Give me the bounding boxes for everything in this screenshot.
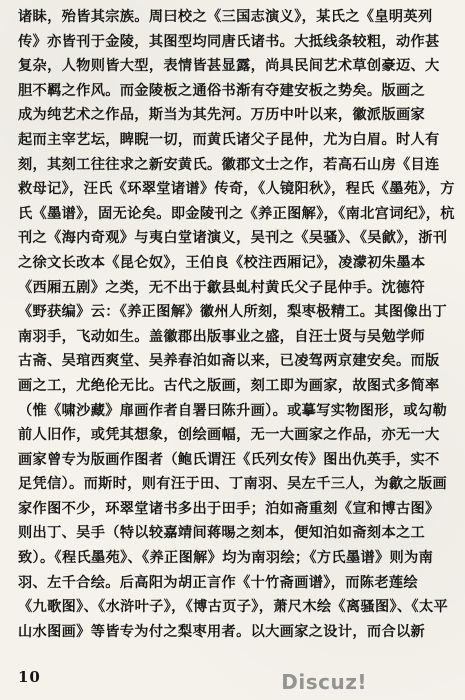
- text-line: 致）。《程氏墨苑》、《养正图解》均为南羽绘；《方氏墨谱》则为南: [18, 550, 434, 567]
- text-line: 古斋、吴琯西爽堂、吴养春泊如斋以来，已凌驾两京建安矣。而版: [18, 353, 440, 370]
- text-line: 足凭信）。而斯时，则有汪于田、丁南羽、吴左千三人，为歙之版画: [18, 476, 448, 493]
- text-line: 南羽手，飞动如生。盖徽郡出版事业之盛，自汪士贤与吴勉学师: [18, 328, 426, 345]
- text-line: 《野获编》云：《养正图解》徽州人所刻，梨枣极精工。其图像出丁: [18, 304, 448, 321]
- text-line: 刊之《海内奇观》与夷白堂诸演义，吴刊之《吴骚》、《吴歈》，浙刊: [18, 230, 448, 247]
- text-line: 氏《墨谱》，固无论矣。即金陵刊之《养正图解》，《南北宫词纪》，杭: [18, 205, 455, 222]
- text-line: 传》亦皆刊于金陵，其图型均同唐氏诸书。大抵线条较粗，动作甚: [18, 33, 440, 50]
- body-text: [18, 5, 456, 645]
- text-line: 《九歌图》、《水浒叶子》，《博古页子》，萧尺木绘《离骚图》、《太平: [18, 599, 449, 616]
- text-line: 前人旧作，或凭其想象，创绘画幅，无一大画家之作品，亦无一大: [18, 427, 440, 444]
- text-line: 胆不羁之作风。而金陵板之通俗书渐有夺建安板之势矣。版画之: [18, 82, 426, 99]
- text-line: 起而主宰艺坛，睥睨一切，而黄氏诸父子昆仲，尤为白眉。时人有: [18, 131, 440, 148]
- text-line: 刻，其刻工往往求之新安黄氏。徽郡文士之作，若高石山房《目连: [18, 156, 440, 173]
- text-line: 之徐文长改本《昆仑奴》，王伯良《校注西厢记》，凌濛初朱墨本: [18, 254, 426, 271]
- text-line: 复杂，人物则皆大型，表情皆甚显露，尚具民间艺术草创豪迈、大: [18, 58, 440, 75]
- text-line: 画家曾专为版画作图者（鲍氏谓汪《氏列女传》图出仇英手，实不: [18, 451, 440, 468]
- text-line: 家作图不少，环翠堂诸书多出于田手；泊如斋重刻《宣和博古图》: [18, 500, 440, 517]
- text-line: 羽、左千合绘。后高阳为胡正言作《十竹斋画谱》，而陈老莲绘: [18, 574, 418, 591]
- text-line: 救母记》，汪氏《环翠堂诸谱》传奇，《人镜阳秋》，程氏《墨苑》，方: [18, 181, 455, 198]
- text-line: 画之工，尤绝伦无比。古代之版画，刻工即为画家，故图式多简率: [18, 377, 440, 394]
- text-line: 则出丁、吴手（特以较嘉靖间蒋晹之刻本，便知泊如斋刻本之工: [18, 525, 426, 542]
- page-number: 10: [18, 668, 41, 686]
- text-line: 成为纯艺术之作品，斯当为其先河。万历中叶以来，徽派版画家: [18, 107, 426, 124]
- text-line: 山水图画》等皆专为付之梨枣用者。以大画家之设计，而合以新: [18, 623, 426, 640]
- text-line: 《西厢五剧》之类，无不出于歙县虬村黄氏父子昆仲手。沈德符: [18, 279, 426, 296]
- watermark-text: Discuz!: [281, 670, 367, 694]
- text-line: （惟《啸沙藏》扉画作者自署曰陈升画）。或摹写实物图形，或勾勒: [18, 402, 448, 419]
- text-line: 诸眛，殆皆其宗族。周曰校之《三国志演义》，某氏之《皇明英列: [18, 9, 433, 25]
